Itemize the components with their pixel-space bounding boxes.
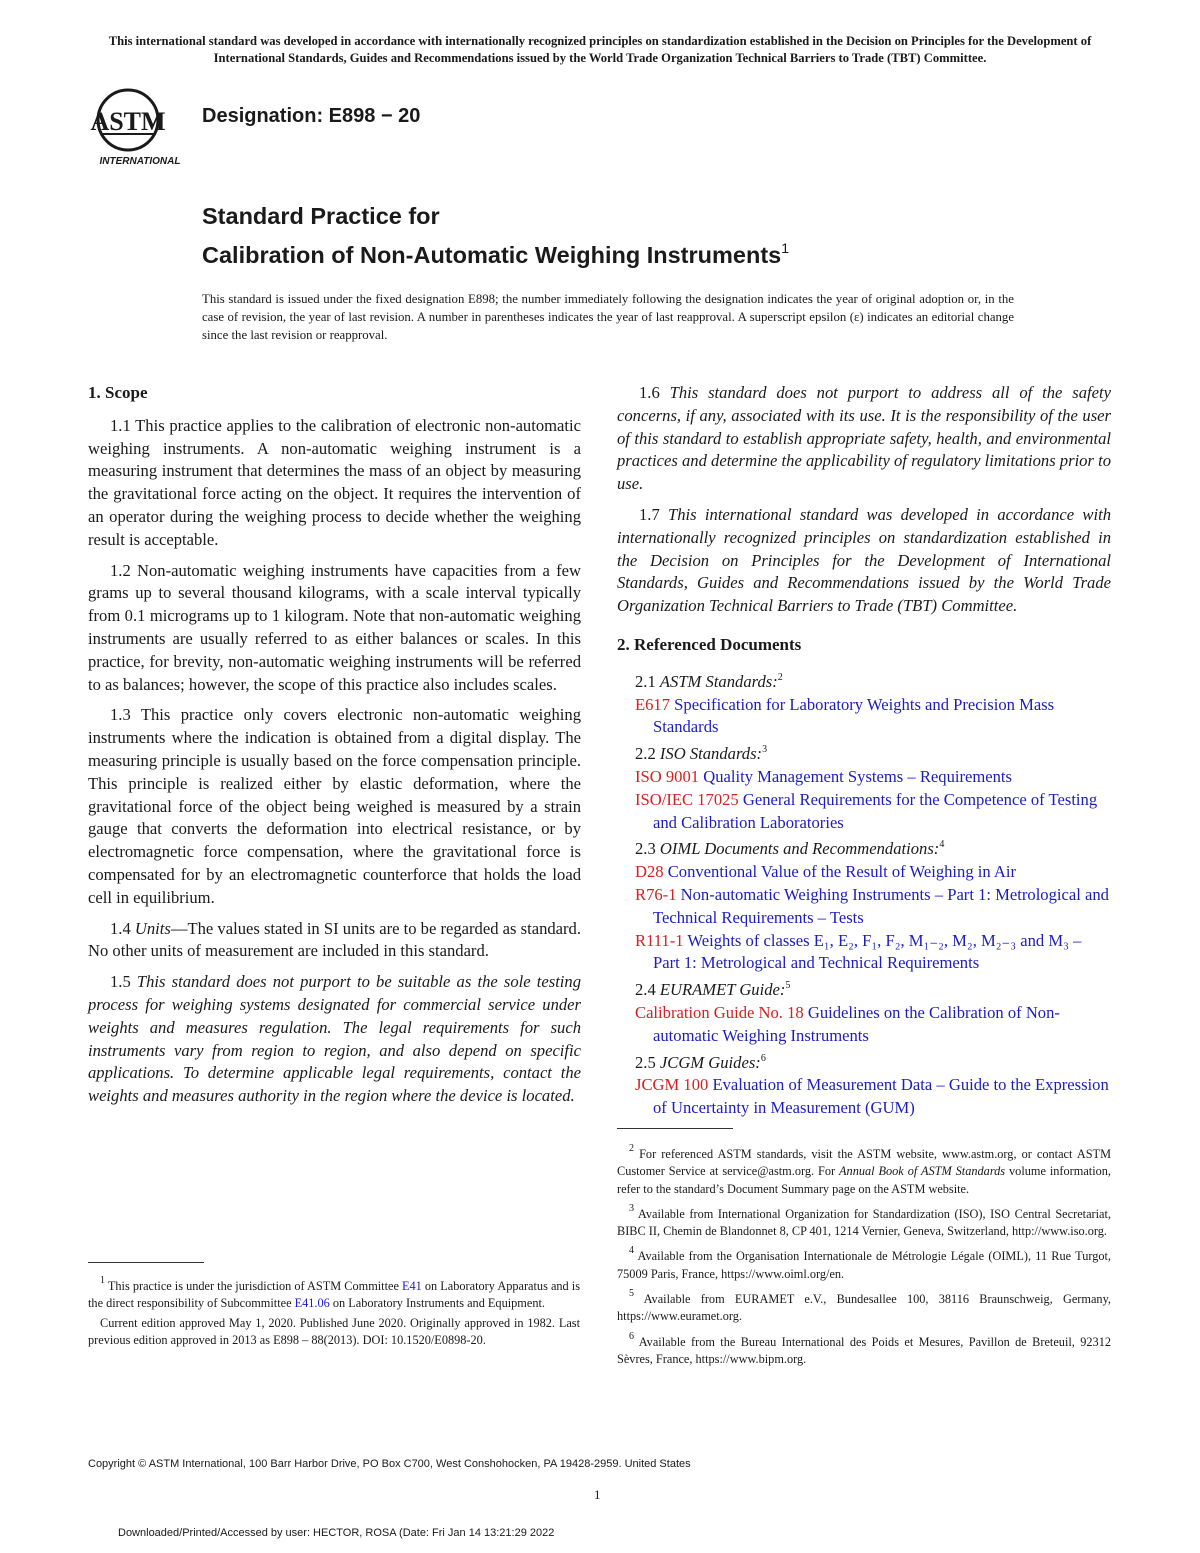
subhead-iso bbox=[617, 739, 1111, 766]
para-1-5 bbox=[88, 971, 581, 1108]
document-title bbox=[202, 200, 789, 271]
para-1-5-text: This standard does not purport to be suitable as the sole testing process for weighing systems designated for commercial service under weights and measures regulation. The legal requirements for such instruments vary from region to region, and also depend on specific applications. To determine applicable legal requirements, contact the weights and measures authority in the region where the device is located. bbox=[88, 972, 582, 1106]
subhead-euramet-num: 2.4 bbox=[635, 980, 660, 1000]
footnote-2-italic: Annual Book of ASTM Standards bbox=[839, 1164, 1006, 1179]
para-1-7 bbox=[617, 504, 1111, 618]
download-stamp: Downloaded/Printed/Accessed by user: HECTOR, ROSA (Date: Fri Jan 14 13:21:29 2022 bbox=[118, 1527, 555, 1539]
footnote-5-mark: 5 bbox=[629, 1288, 634, 1300]
subhead-euramet-sup: 5 bbox=[785, 980, 791, 992]
ref-d28-code[interactable]: D28 bbox=[635, 862, 664, 882]
ref-r76-1-title[interactable]: Non-automatic Weighing Instruments – Part 1: Metrological and Technical Requirements – Tests bbox=[653, 884, 1109, 927]
para-1-4-text: —The values stated in SI units are to be regarded as standard. No other units of measurement are included in this standard. bbox=[88, 918, 582, 961]
designation: Designation: E898 − 20 bbox=[202, 105, 421, 127]
subhead-euramet bbox=[617, 975, 1111, 1002]
footnote-1-text-b: on Laboratory Apparatus and is the direct responsibility of Subcommittee bbox=[88, 1279, 580, 1311]
ref-jcgm-100-title[interactable]: Evaluation of Measurement Data – Guide to the Expression of Uncertainty in Measurement (GUM) bbox=[653, 1075, 1109, 1118]
ref-e617[interactable] bbox=[617, 694, 1111, 740]
subhead-jcgm-label: JCGM Guides: bbox=[659, 1052, 761, 1072]
para-1-4-label: Units bbox=[134, 918, 171, 938]
para-1-1: 1.1 This practice applies to the calibration of electronic non-automatic weighing instruments. A non-automatic weighing instrument is a measuring instrument that determines the mass of an object by measuring the gravitational force acting on the object. It requires the intervention of an operator during the weighing process to decide whether the weighing result is acceptable. bbox=[88, 415, 581, 549]
footnote-4-mark: 4 bbox=[629, 1245, 634, 1257]
ref-iso-17025[interactable] bbox=[617, 789, 1111, 835]
subhead-oiml-label: OIML Documents and Recommendations: bbox=[659, 839, 940, 859]
left-column bbox=[88, 382, 581, 1116]
ref-e617-code[interactable]: E617 bbox=[635, 694, 671, 714]
ref-e617-title[interactable]: Specification for Laboratory Weights and Precision Mass Standards bbox=[653, 694, 1055, 737]
footnote-2-mark: 2 bbox=[629, 1143, 634, 1154]
footnotes-left bbox=[88, 1272, 580, 1351]
footnote-3-mark: 3 bbox=[629, 1202, 634, 1214]
para-1-3: 1.3 This practice only covers electronic non-automatic weighing instruments where the indication is obtained from a digital display. The measuring principle is usually based on the force compensation principle. This principle is realized either by elastic deformation, where the gravitational force of the object being weighed is measured by a strain gauge that converts the deformation into electrical resistance, or by electromagnetic force compensation, where the gravitational force is compensated for by an electromagnetic counterforce that holds the load cell in equilibrium. bbox=[88, 705, 581, 907]
footnote-6 bbox=[617, 1328, 1111, 1369]
subhead-astm-sup: 2 bbox=[777, 671, 783, 683]
footnote-2 bbox=[617, 1140, 1111, 1198]
referenced-heading: 2. Referenced Documents bbox=[617, 634, 802, 654]
subhead-iso-label: ISO Standards: bbox=[659, 744, 763, 764]
footnote-3-text: Available from International Organization for Standardization (ISO), ISO Central Secretariat, BIBC II, Chemin de Blandonnet 8, CP 401, 1214 Vernier, Geneva, Switzerland, http://www.iso.org. bbox=[617, 1206, 1111, 1239]
ref-r111-1-code[interactable]: R111-1 bbox=[635, 930, 684, 950]
ref-iso-9001[interactable] bbox=[617, 766, 1111, 789]
para-1-6 bbox=[617, 382, 1111, 496]
right-column bbox=[617, 382, 1111, 1120]
subhead-astm-num: 2.1 bbox=[635, 671, 660, 691]
title-line-2 bbox=[202, 232, 789, 271]
footnote-1-edition: Current edition approved May 1, 2020. Published June 2020. Originally approved in 1982. Last previous edition approved in 2013 as E898 – 88(2013). DOI: 10.1520/E0898-20. bbox=[88, 1315, 580, 1347]
subhead-iso-sup: 3 bbox=[762, 744, 768, 756]
footnote-5-text: Available from EURAMET e.V., Bundesallee 100, 38116 Braunschweig, Germany, https://www.euramet.org. bbox=[617, 1292, 1112, 1324]
title-footnote-mark: 1 bbox=[781, 240, 790, 256]
subhead-jcgm-sup: 6 bbox=[760, 1052, 766, 1064]
title-line-1: Standard Practice for bbox=[202, 203, 440, 229]
ref-iso-17025-code[interactable]: ISO/IEC 17025 bbox=[635, 789, 739, 809]
scope-heading: 1. Scope bbox=[88, 383, 148, 402]
footnote-1-text-a: This practice is under the jurisdiction of ASTM Committee bbox=[107, 1279, 403, 1293]
subhead-oiml-num: 2.3 bbox=[635, 839, 660, 859]
subhead-oiml-sup: 4 bbox=[939, 839, 945, 851]
para-1-6-num: 1.6 bbox=[639, 383, 670, 402]
subcommittee-e41-06-link[interactable]: E41.06 bbox=[294, 1296, 330, 1311]
footnote-2-text-b: volume information, refer to the standard’s Document Summary page on the ASTM website. bbox=[617, 1164, 1111, 1196]
tbt-notice: This international standard was developed in accordance with internationally recognized principles on standardization established in the Decision on Principles for the Development of International Standards, Guides and Recommendations issued by the World Trade Organization Technical Barriers to Trade (TBT) Committee. bbox=[108, 34, 1092, 65]
ref-iso-9001-title[interactable]: Quality Management Systems – Requirements bbox=[699, 766, 1013, 786]
ref-iso-9001-code[interactable]: ISO 9001 bbox=[635, 766, 700, 786]
footnote-6-mark: 6 bbox=[629, 1330, 634, 1342]
para-1-4 bbox=[88, 918, 581, 964]
committee-e41-link[interactable]: E41 bbox=[402, 1279, 422, 1293]
footnote-1-mark: 1 bbox=[100, 1275, 105, 1286]
footnote-5 bbox=[617, 1285, 1111, 1326]
footnotes-right bbox=[617, 1140, 1111, 1370]
subhead-oiml bbox=[617, 834, 1111, 861]
footnote-rule-right bbox=[617, 1128, 733, 1129]
ref-jcgm-100-code[interactable]: JCGM 100 bbox=[635, 1075, 709, 1095]
para-1-2: 1.2 Non-automatic weighing instruments have capacities from a few grams up to several thousand kilograms, with a scale interval typically from 0.1 micrograms up to 1 kilogram. Note that non-automatic weighing instruments are usually referred to as either balances or scales. In this practice, for brevity, non-automatic weighing instruments will be referred to as balances; however, the scope of this practice also includes scales. bbox=[88, 560, 581, 694]
subhead-astm-label: ASTM Standards: bbox=[659, 671, 778, 691]
subhead-jcgm-num: 2.5 bbox=[635, 1052, 660, 1072]
footnote-6-text: Available from the Bureau International des Poids et Mesures, Pavillon de Breteuil, 92312 Sèvres, France, https://www.bipm.org. bbox=[617, 1334, 1111, 1366]
ref-calibration-guide-18[interactable] bbox=[617, 1002, 1111, 1048]
footnote-rule-left bbox=[88, 1262, 204, 1263]
page-number: 1 bbox=[594, 1487, 601, 1502]
subhead-astm bbox=[617, 667, 1111, 694]
footnote-1 bbox=[88, 1272, 580, 1313]
para-1-4-num: 1.4 bbox=[110, 918, 135, 938]
footnote-3 bbox=[617, 1200, 1111, 1241]
title-main: Calibration of Non-Automatic Weighing Instruments bbox=[202, 242, 782, 268]
para-1-7-num: 1.7 bbox=[639, 504, 669, 524]
para-1-7-text: This international standard was developed in accordance with internationally recognized principles on standardization established in the Decision on Principles for the Development of International Standards, Guides and Recommendations issued by the World Trade Organization Technical Barriers to Trade (TBT) Committee. bbox=[617, 504, 1112, 616]
ref-r76-1-code[interactable]: R76-1 bbox=[635, 884, 677, 904]
ref-r111-1[interactable] bbox=[617, 930, 1111, 976]
ref-calibration-guide-18-title[interactable]: Guidelines on the Calibration of Non-automatic Weighing Instruments bbox=[653, 1002, 1060, 1045]
para-1-6-text: This standard does not purport to address all of the safety concerns, if any, associated with its use. It is the responsibility of the user of this standard to establish appropriate safety, health, and environmental practices and determine the applicability of regulatory limitations prior to use. bbox=[617, 383, 1111, 494]
ref-r76-1[interactable] bbox=[617, 884, 1111, 930]
para-1-5-num: 1.5 bbox=[110, 972, 137, 992]
astm-logo-mark bbox=[88, 84, 188, 170]
ref-r111-1-title[interactable]: Weights of classes E₁, E₂, F₁, F₂, M₁₋₂, M₂, M₂₋₃ and M₃ – Part 1: Metrological and Technical Requirements bbox=[653, 930, 1082, 973]
subhead-iso-num: 2.2 bbox=[635, 744, 660, 764]
footnote-1-text-c: on Laboratory Instruments and Equipment. bbox=[329, 1296, 545, 1311]
subhead-jcgm bbox=[617, 1048, 1111, 1075]
astm-logo bbox=[88, 84, 188, 170]
subhead-euramet-label: EURAMET Guide: bbox=[659, 980, 786, 1000]
footnote-2-text-a: For referenced ASTM standards, visit the ASTM website, www.astm.org, or contact ASTM Customer Service at service@astm.org. For bbox=[617, 1147, 1112, 1179]
copyright-line: Copyright © ASTM International, 100 Barr Harbor Drive, PO Box C700, West Conshohocken, PA 19428-2959. United States bbox=[88, 1458, 691, 1470]
ref-calibration-guide-18-code[interactable]: Calibration Guide No. 18 bbox=[635, 1002, 804, 1022]
ref-jcgm-100[interactable] bbox=[617, 1074, 1111, 1120]
footnote-4 bbox=[617, 1242, 1111, 1283]
ref-d28-title[interactable]: Conventional Value of the Result of Weighing in Air bbox=[663, 862, 1017, 882]
footnote-4-text: Available from the Organisation Internationale de Métrologie Légale (OIML), 11 Rue Turgot, 75009 Paris, France, https://www.oiml.org/en. bbox=[617, 1249, 1111, 1281]
logo-international: INTERNATIONAL bbox=[99, 156, 181, 167]
logo-letters: ASTM bbox=[90, 107, 166, 136]
issued-note: This standard is issued under the fixed designation E898; the number immediately following the designation indicates the year of original adoption or, in the case of revision, the year of last revision. A number in parentheses indicates the year of last reapproval. A superscript epsilon (ε) indicates an editorial change since the last revision or reapproval. bbox=[202, 292, 1014, 342]
ref-d28[interactable] bbox=[617, 861, 1111, 884]
ref-iso-17025-title[interactable]: General Requirements for the Competence of Testing and Calibration Laboratories bbox=[653, 789, 1098, 832]
